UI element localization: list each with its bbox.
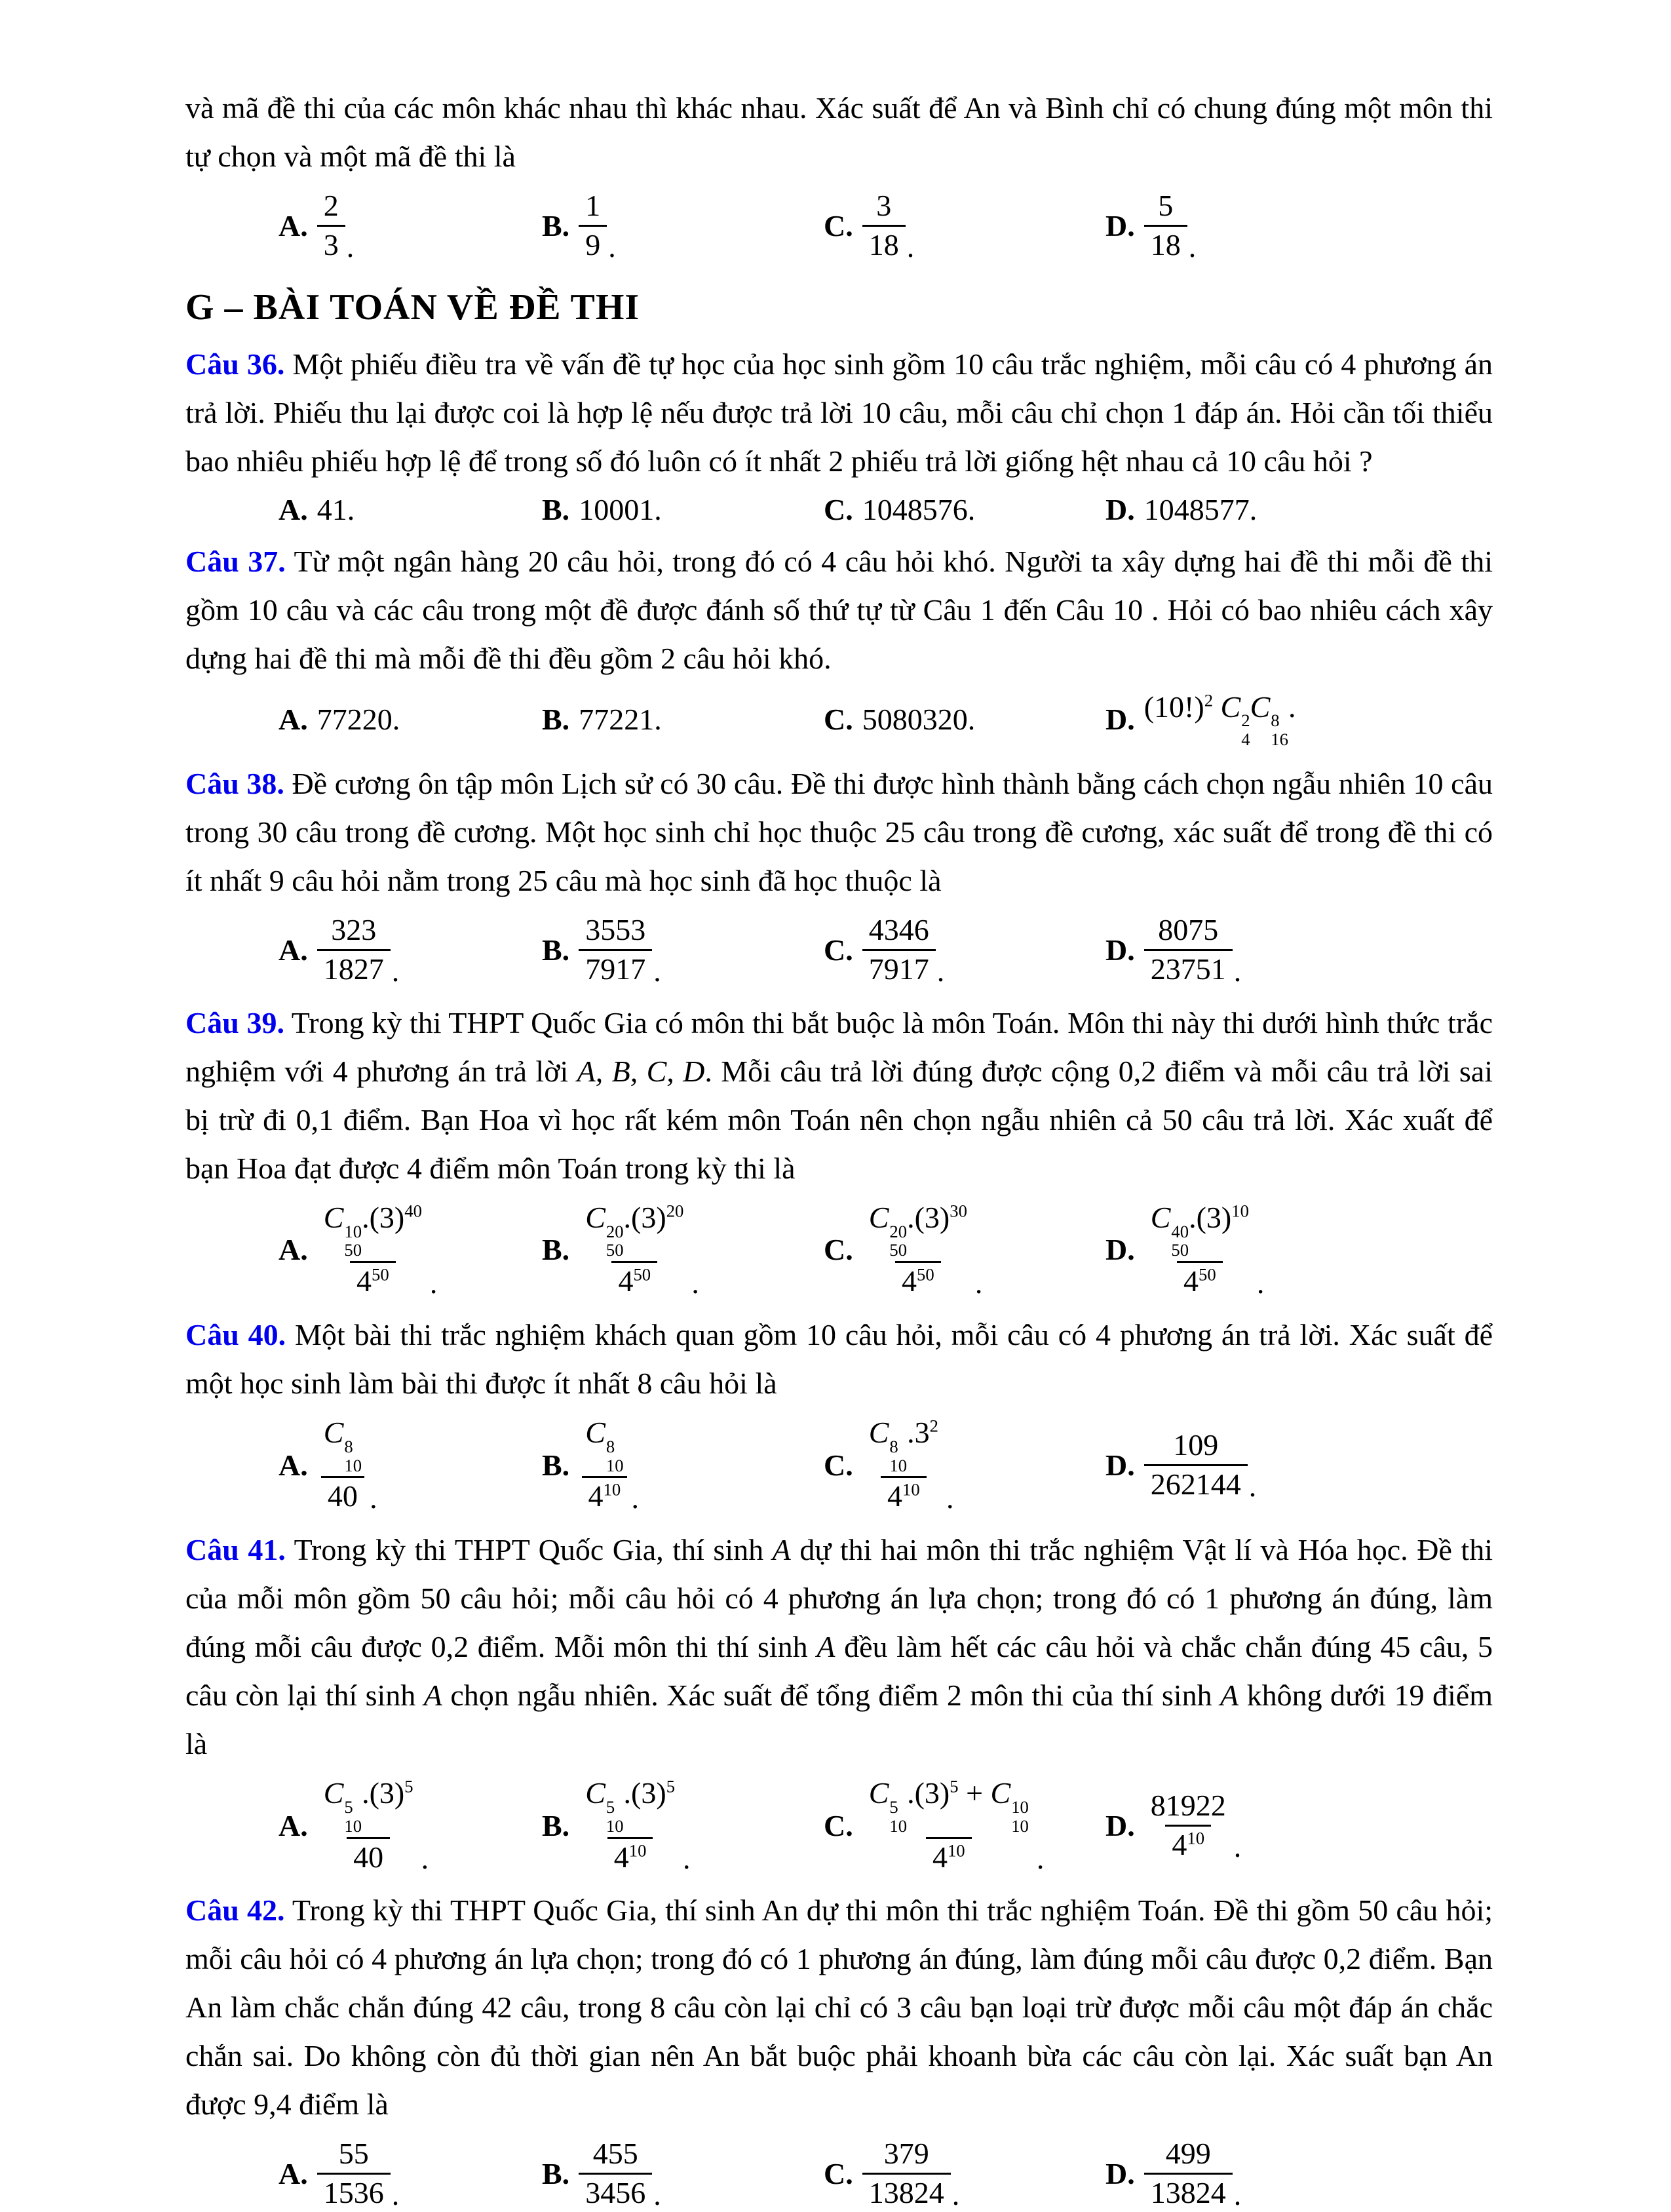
question-paragraph xyxy=(185,1526,1493,1768)
option-letter: A. xyxy=(278,933,308,967)
fraction-denominator: 18 xyxy=(1144,225,1187,264)
options-row xyxy=(278,689,1493,749)
option-value: 10001. xyxy=(579,492,662,526)
fraction-numerator: 4346 xyxy=(868,913,929,947)
option-letter: A. xyxy=(278,492,308,526)
question-text: Một bài thi trắc nghiệm khách quan gồm 10 câu hỏi, mỗi câu có 4 phương án trả lời. Xác suất để một học sinh làm bài thi được ít nhất 8 câu hỏi là xyxy=(185,1318,1493,1401)
option-d xyxy=(1105,2135,1493,2212)
question-block xyxy=(185,1886,1493,2212)
option-letter: A. xyxy=(278,2157,308,2191)
option-c xyxy=(824,1775,1105,1876)
option-suffix: . xyxy=(391,954,400,988)
option-letter: D. xyxy=(1105,208,1135,243)
fraction-numerator: 55 xyxy=(338,2137,369,2171)
option-a xyxy=(278,912,542,988)
option-fraction xyxy=(317,1199,429,1300)
option-fraction xyxy=(1144,1787,1233,1864)
option-fraction xyxy=(862,187,906,264)
fraction-numerator: 81922 xyxy=(1150,1788,1226,1822)
option-letter: C. xyxy=(824,492,853,526)
fraction-denominator: $4^{50}$ xyxy=(350,1261,396,1300)
option-a xyxy=(278,702,542,737)
fraction-denominator: $4^{10}$ xyxy=(926,1837,972,1876)
question-block xyxy=(185,760,1493,988)
options-row xyxy=(278,492,1493,527)
question-block xyxy=(185,537,1493,749)
option-value: 41. xyxy=(317,492,355,526)
fraction-denominator: $4^{10}$ xyxy=(607,1837,653,1876)
option-fraction xyxy=(862,1414,945,1515)
intro-paragraph xyxy=(185,84,1493,181)
option-value: $(10!)^2$ C 2 4 C 8 16 . xyxy=(1143,689,1296,750)
fraction-denominator: 1536 xyxy=(317,2173,391,2212)
question-text: Trong kỳ thi THPT Quốc Gia, thí sinh A dự thi hai môn thi trắc nghiệm Vật lí và Hóa học. Đề thi của mỗi môn gồm 50 câu hỏi; mỗi câu hỏi có 4 phương án lựa chọn; trong đó có 1 phương án đúng, làm đúng mỗi câu được 0,2 điểm. Mỗi môn thi thí sinh A đều làm hết các câu hỏi và chắc chắn đúng 45 câu, 5 câu còn lại thí sinh A chọn ngẫu nhiên. Xác suất để tổng điểm 2 môn thi của thí sinh A không dưới 19 điểm là xyxy=(185,1533,1493,1761)
question-text: Trong kỳ thi THPT Quốc Gia có môn thi bắt buộc là môn Toán. Môn thi này thi dưới hình thức trắc nghiệm với 4 phương án trả lời A, B, C, D. Mỗi câu trả lời đúng được cộng 0,2 điểm và mỗi câu trả lời sai bị trừ đi 0,1 điểm. Bạn Hoa vì học rất kém môn Toán nên chọn ngẫu nhiên cả 50 câu trả lời. Xác xuất để bạn Hoa đạt được 4 điểm môn Toán trong kỳ thi là xyxy=(185,1005,1493,1185)
option-d xyxy=(1105,689,1493,749)
option-fraction xyxy=(1144,912,1233,988)
option-b xyxy=(542,702,824,737)
option-fraction xyxy=(317,2135,391,2212)
option-a xyxy=(278,1199,542,1300)
fraction-numerator: C 8 10 $.3^2$ xyxy=(868,1416,938,1475)
fraction-numerator: 455 xyxy=(592,2137,638,2171)
option-suffix: . xyxy=(683,1842,691,1876)
option-letter: D. xyxy=(1105,1448,1135,1482)
option-value: 77221. xyxy=(579,702,662,736)
fraction-denominator: 13824 xyxy=(862,2173,951,2212)
fraction-denominator: 3 xyxy=(317,225,345,264)
option-fraction xyxy=(317,1414,368,1515)
option-b xyxy=(542,1199,824,1300)
question-text: Từ một ngân hàng 20 câu hỏi, trong đó có 4 câu hỏi khó. Người ta xây dựng hai đề thi mỗi đề thi gồm 10 câu và các câu trong một đề được đánh số thứ tự từ Câu 1 đến Câu 10 . Hỏi có bao nhiêu cách xây dựng hai đề thi mà mỗi đề thi đều gồm 2 câu hỏi khó. xyxy=(185,544,1493,675)
option-suffix: . xyxy=(951,2178,960,2212)
option-fraction xyxy=(579,2135,652,2212)
option-fraction xyxy=(1144,187,1187,264)
option-d xyxy=(1105,1199,1493,1300)
fraction-numerator: C 5 10 $.(3)^5$ xyxy=(585,1776,676,1836)
option-suffix: . xyxy=(946,1481,954,1515)
fraction-numerator: 3 xyxy=(876,189,892,222)
fraction-numerator: C 40 50 $.(3)^{10}$ xyxy=(1150,1200,1249,1260)
option-a xyxy=(278,492,542,527)
option-letter: B. xyxy=(542,208,570,243)
option-suffix: . xyxy=(429,1266,438,1300)
option-fraction xyxy=(579,912,652,988)
question-paragraph xyxy=(185,537,1493,683)
section-heading: G – BÀI TOÁN VỀ ĐỀ THI xyxy=(185,286,640,328)
option-a xyxy=(278,1414,542,1515)
option-suffix: . xyxy=(1233,2178,1242,2212)
options-row xyxy=(278,912,1493,988)
fraction-numerator: C 5 10 $.(3)^5$ xyxy=(323,1776,413,1836)
option-value: 77220. xyxy=(317,702,400,736)
option-suffix: . xyxy=(906,229,915,263)
option-value: 5080320. xyxy=(862,702,976,736)
options-row xyxy=(278,1199,1493,1300)
option-fraction xyxy=(862,2135,951,2212)
option-fraction xyxy=(862,912,936,988)
fraction-numerator: C 20 50 $.(3)^{30}$ xyxy=(868,1200,967,1260)
option-letter: B. xyxy=(542,492,570,526)
fraction-numerator: 8075 xyxy=(1158,913,1219,947)
fraction-denominator: 7917 xyxy=(579,949,652,988)
option-fraction xyxy=(579,1199,690,1300)
option-suffix: . xyxy=(1256,1266,1265,1300)
option-c xyxy=(824,2135,1105,2212)
option-b xyxy=(542,1414,824,1515)
option-suffix: . xyxy=(653,2178,661,2212)
fraction-denominator: 9 xyxy=(579,225,607,264)
option-letter: B. xyxy=(542,933,570,967)
option-letter: B. xyxy=(542,1233,570,1267)
option-suffix: . xyxy=(346,229,355,263)
option-letter: C. xyxy=(824,208,853,243)
option-suffix: . xyxy=(370,1481,377,1515)
option-d xyxy=(1105,912,1493,988)
fraction-numerator: 1 xyxy=(585,189,601,222)
fraction-denominator: 1827 xyxy=(317,949,391,988)
question-label: Câu 40. xyxy=(185,1318,286,1352)
fraction-numerator: 379 xyxy=(883,2137,929,2171)
fraction-denominator: 40 xyxy=(347,1837,390,1876)
option-d xyxy=(1105,1427,1493,1504)
option-letter: D. xyxy=(1105,492,1135,526)
option-suffix: . xyxy=(691,1266,699,1300)
option-value: 1048577. xyxy=(1143,492,1258,526)
question-paragraph xyxy=(185,1311,1493,1408)
fraction-denominator: 18 xyxy=(862,225,906,264)
option-fraction xyxy=(579,187,607,264)
fraction-numerator: C 8 10 xyxy=(323,1416,362,1475)
fraction-denominator: 40 xyxy=(321,1476,364,1515)
option-c xyxy=(824,1414,1105,1515)
option-letter: D. xyxy=(1105,2157,1135,2191)
option-c xyxy=(824,187,1105,264)
option-suffix: . xyxy=(421,1842,429,1876)
option-suffix: . xyxy=(1036,1842,1045,1876)
question-label: Câu 37. xyxy=(185,544,286,578)
option-b xyxy=(542,492,824,527)
fraction-numerator: C 5 10 $.(3)^5 + C$ 10 10 xyxy=(868,1776,1029,1836)
option-suffix: . xyxy=(631,1481,640,1515)
option-suffix: . xyxy=(974,1266,983,1300)
option-letter: D. xyxy=(1105,702,1135,736)
fraction-numerator: 499 xyxy=(1165,2137,1211,2171)
fraction-denominator: 262144 xyxy=(1144,1464,1248,1504)
question-paragraph xyxy=(185,1886,1493,2129)
option-b xyxy=(542,187,824,264)
question-label: Câu 42. xyxy=(185,1893,285,1928)
option-c xyxy=(824,912,1105,988)
option-suffix: . xyxy=(936,954,945,988)
option-d xyxy=(1105,187,1493,264)
fraction-numerator: 2 xyxy=(323,189,339,222)
option-fraction xyxy=(1144,1427,1248,1504)
option-b xyxy=(542,2135,824,2212)
question-label: Câu 41. xyxy=(185,1533,286,1567)
option-fraction xyxy=(1144,1199,1256,1300)
fraction-denominator: 3456 xyxy=(579,2173,652,2212)
option-fraction xyxy=(862,1199,974,1300)
question-text: Một phiếu điều tra về vấn đề tự học của học sinh gồm 10 câu trắc nghiệm, mỗi câu có 4 phương án trả lời. Phiếu thu lại được coi là hợp lệ nếu được trả lời 10 câu, mỗi câu chỉ chọn 1 đáp án. Hỏi cần tối thiểu bao nhiêu phiếu hợp lệ để trong số đó luôn có ít nhất 2 phiếu trả lời giống hệt nhau cả 10 câu hỏi ? xyxy=(185,347,1493,478)
fraction-numerator: C 20 50 $.(3)^{20}$ xyxy=(585,1200,684,1260)
option-letter: D. xyxy=(1105,1233,1135,1267)
question-paragraph xyxy=(185,340,1493,486)
fraction-denominator: $4^{10}$ xyxy=(881,1476,927,1515)
option-letter: C. xyxy=(824,1448,853,1482)
option-letter: B. xyxy=(542,1448,570,1482)
option-suffix: . xyxy=(391,2178,400,2212)
option-fraction xyxy=(579,1414,630,1515)
question-text: Trong kỳ thi THPT Quốc Gia, thí sinh An dự thi môn thi trắc nghiệm Toán. Đề thi gồm 50 câu hỏi; mỗi câu hỏi có 4 phương án lựa chọn; trong đó có 1 phương án đúng, làm đúng mỗi câu được 0,2 điểm. Bạn An làm chắc chắn đúng 42 câu, trong 8 câu còn lại chỉ có 3 câu bạn loại trừ được mỗi câu một đáp án chắc chắn sai. Do không còn đủ thời gian nên An bắt buộc phải khoanh bừa các câu còn lại. Xác suất bạn An được 9,4 điểm là xyxy=(185,1893,1493,2122)
question-block xyxy=(185,1311,1493,1515)
question-label: Câu 38. xyxy=(185,767,284,801)
option-letter: C. xyxy=(824,1233,853,1267)
option-b xyxy=(542,1775,824,1876)
options-row xyxy=(278,1414,1493,1515)
option-letter: B. xyxy=(542,1808,570,1842)
question-paragraph xyxy=(185,999,1493,1193)
option-value: 1048576. xyxy=(862,492,976,526)
option-letter: A. xyxy=(278,1233,308,1267)
fraction-denominator: $4^{50}$ xyxy=(895,1261,941,1300)
option-suffix: . xyxy=(1188,229,1197,263)
option-letter: C. xyxy=(824,2157,853,2191)
option-letter: D. xyxy=(1105,933,1135,967)
fraction-denominator: $4^{10}$ xyxy=(582,1476,628,1515)
fraction-denominator: 7917 xyxy=(862,949,936,988)
option-a xyxy=(278,187,542,264)
option-letter: C. xyxy=(824,1808,853,1842)
option-d xyxy=(1105,1787,1493,1864)
question-label: Câu 39. xyxy=(185,1005,284,1039)
option-suffix: . xyxy=(1233,1829,1242,1863)
option-fraction xyxy=(579,1775,682,1876)
option-suffix: . xyxy=(653,954,661,988)
fraction-numerator: 5 xyxy=(1158,189,1174,222)
fraction-numerator: C 10 50 $.(3)^{40}$ xyxy=(323,1200,422,1260)
option-letter: B. xyxy=(542,2157,570,2191)
question-text: Đề cương ôn tập môn Lịch sử có 30 câu. Đề thi được hình thành bằng cách chọn ngẫu nhiên 10 câu trong 30 câu trong đề cương. Một học sinh chỉ học thuộc 25 câu trong đề cương, xác suất để trong đề thi có ít nhất 9 câu hỏi nằm trong 25 câu mà học sinh đã học thuộc là xyxy=(185,767,1493,898)
question-block xyxy=(185,999,1493,1300)
option-c xyxy=(824,492,1105,527)
option-c xyxy=(824,702,1105,737)
questions-container xyxy=(185,340,1493,2212)
option-suffix: . xyxy=(1233,954,1242,988)
option-fraction xyxy=(317,1775,420,1876)
option-a xyxy=(278,1775,542,1876)
option-fraction xyxy=(317,912,391,988)
fraction-denominator: 23751 xyxy=(1144,949,1233,988)
option-letter: A. xyxy=(278,1808,308,1842)
question-block xyxy=(185,340,1493,527)
options-row xyxy=(278,1775,1493,1876)
fraction-numerator: 3553 xyxy=(585,913,646,947)
question-block xyxy=(185,1526,1493,1876)
option-a xyxy=(278,2135,542,2212)
option-letter: B. xyxy=(542,702,570,736)
option-suffix: . xyxy=(608,229,616,263)
options-row xyxy=(278,2135,1493,2212)
fraction-denominator: $4^{50}$ xyxy=(611,1261,657,1300)
fraction-numerator: 109 xyxy=(1173,1427,1219,1462)
option-d xyxy=(1105,492,1493,527)
option-letter: D. xyxy=(1105,1808,1135,1842)
option-letter: A. xyxy=(278,208,308,243)
question-paragraph xyxy=(185,760,1493,905)
option-fraction xyxy=(1144,2135,1233,2212)
option-letter: C. xyxy=(824,933,853,967)
fraction-denominator: $4^{50}$ xyxy=(1177,1261,1223,1300)
option-fraction xyxy=(862,1775,1035,1876)
option-suffix: . xyxy=(1248,1469,1257,1503)
fraction-denominator: $4^{10}$ xyxy=(1165,1825,1211,1864)
option-b xyxy=(542,912,824,988)
intro-text: và mã đề thi của các môn khác nhau thì khác nhau. Xác suất để An và Bình chỉ có chung đúng một môn thi tự chọn và một mã đề thi là xyxy=(185,91,1493,173)
option-fraction xyxy=(317,187,345,264)
question-label: Câu 36. xyxy=(185,347,285,381)
option-letter: A. xyxy=(278,702,308,736)
option-letter: C. xyxy=(824,702,853,736)
option-letter: A. xyxy=(278,1448,308,1482)
fraction-denominator: 13824 xyxy=(1144,2173,1233,2212)
fraction-numerator: 323 xyxy=(331,913,377,947)
intro-options-row xyxy=(278,187,1493,264)
option-c xyxy=(824,1199,1105,1300)
fraction-numerator: C 8 10 xyxy=(585,1416,624,1475)
